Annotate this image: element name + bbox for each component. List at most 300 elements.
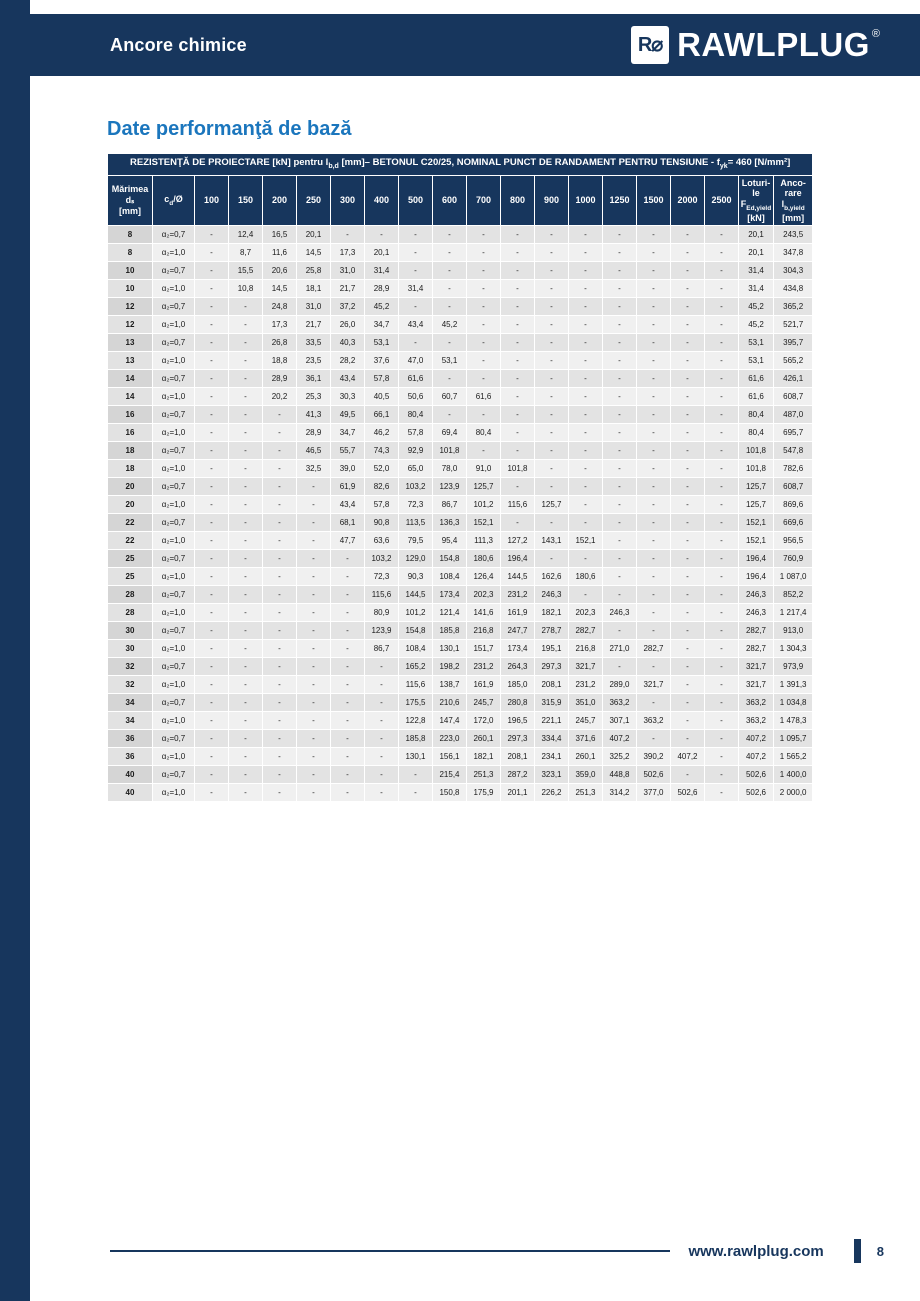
cell-size: 18 xyxy=(108,460,153,478)
cell-value: - xyxy=(637,658,671,676)
cell-size: 12 xyxy=(108,298,153,316)
cell-value: - xyxy=(603,514,637,532)
cell-value: - xyxy=(297,532,331,550)
cell-force: 20,1 xyxy=(739,244,774,262)
cell-value: 172,0 xyxy=(467,712,501,730)
cell-value: 36,1 xyxy=(297,370,331,388)
cell-size: 16 xyxy=(108,406,153,424)
cell-value: 111,3 xyxy=(467,532,501,550)
cell-size: 34 xyxy=(108,712,153,730)
cell-value: - xyxy=(501,226,535,244)
cell-value: 115,6 xyxy=(501,496,535,514)
cell-value: - xyxy=(637,226,671,244)
cell-alpha: α₂=1,0 xyxy=(153,532,195,550)
cell-value: 55,7 xyxy=(331,442,365,460)
cell-value: 287,2 xyxy=(501,766,535,784)
cell-value: - xyxy=(637,496,671,514)
cell-value: 182,1 xyxy=(535,604,569,622)
cell-value: 28,9 xyxy=(365,280,399,298)
cell-value: - xyxy=(467,406,501,424)
cell-force: 45,2 xyxy=(739,316,774,334)
cell-value: 407,2 xyxy=(603,730,637,748)
cell-value: 72,3 xyxy=(365,568,399,586)
table-row xyxy=(108,262,813,280)
cell-value: 37,2 xyxy=(331,298,365,316)
cell-value: - xyxy=(297,514,331,532)
cell-length: 852,2 xyxy=(774,586,813,604)
table-row xyxy=(108,676,813,694)
cell-alpha: α₂=0,7 xyxy=(153,766,195,784)
cell-length: 913,0 xyxy=(774,622,813,640)
cell-force: 101,8 xyxy=(739,442,774,460)
cell-value: - xyxy=(229,640,263,658)
cell-value: 31,0 xyxy=(297,298,331,316)
table-row xyxy=(108,532,813,550)
cell-alpha: α₂=1,0 xyxy=(153,460,195,478)
cell-value: 307,1 xyxy=(603,712,637,730)
cell-value: - xyxy=(637,568,671,586)
cell-value: - xyxy=(671,406,705,424)
performance-table xyxy=(107,153,813,802)
cell-value: 123,9 xyxy=(433,478,467,496)
cell-value: - xyxy=(501,442,535,460)
website-link[interactable]: www.rawlplug.com xyxy=(688,1242,824,1260)
cell-force: 20,1 xyxy=(739,226,774,244)
cell-value: 12,4 xyxy=(229,226,263,244)
cell-value: 185,8 xyxy=(399,730,433,748)
cell-value: - xyxy=(569,550,603,568)
cell-value: - xyxy=(535,550,569,568)
cell-value: 130,1 xyxy=(399,748,433,766)
cell-value: - xyxy=(535,370,569,388)
cell-value: - xyxy=(263,622,297,640)
cell-force: 53,1 xyxy=(739,334,774,352)
cell-value: - xyxy=(603,424,637,442)
cell-value: 185,8 xyxy=(433,622,467,640)
cell-value: - xyxy=(229,550,263,568)
cell-value: - xyxy=(637,262,671,280)
cell-value: - xyxy=(705,388,739,406)
main-content xyxy=(107,118,813,802)
cell-value: 125,7 xyxy=(535,496,569,514)
cell-force: 407,2 xyxy=(739,730,774,748)
cell-value: - xyxy=(535,478,569,496)
cell-value: - xyxy=(195,514,229,532)
cell-alpha: α₂=1,0 xyxy=(153,640,195,658)
cell-length: 521,7 xyxy=(774,316,813,334)
cell-value: - xyxy=(195,604,229,622)
cell-value: - xyxy=(331,784,365,802)
cell-alpha: α₂=1,0 xyxy=(153,784,195,802)
cell-value: - xyxy=(365,766,399,784)
cell-value: 448,8 xyxy=(603,766,637,784)
cell-value: - xyxy=(501,406,535,424)
cell-value: - xyxy=(603,406,637,424)
cell-value: 297,3 xyxy=(535,658,569,676)
cell-value: 129,0 xyxy=(399,550,433,568)
cell-value: - xyxy=(603,478,637,496)
cell-length: 365,2 xyxy=(774,298,813,316)
table-row xyxy=(108,604,813,622)
cell-force: 80,4 xyxy=(739,424,774,442)
cell-value: - xyxy=(229,334,263,352)
cell-value: - xyxy=(637,334,671,352)
cell-value: - xyxy=(263,406,297,424)
page-number: 8 xyxy=(876,1243,884,1259)
cell-alpha: α₂=1,0 xyxy=(153,316,195,334)
cell-size: 32 xyxy=(108,676,153,694)
cell-value: 210,6 xyxy=(433,694,467,712)
cell-value: - xyxy=(671,514,705,532)
cell-value: - xyxy=(467,370,501,388)
cell-value: 65,0 xyxy=(399,460,433,478)
brand-name: RAWLPLUG xyxy=(677,26,870,63)
cell-value: - xyxy=(705,424,739,442)
cell-value: 216,8 xyxy=(569,640,603,658)
cell-value: 57,8 xyxy=(365,496,399,514)
cell-value: - xyxy=(603,244,637,262)
cell-size: 10 xyxy=(108,280,153,298)
cell-value: 69,4 xyxy=(433,424,467,442)
cell-value: 61,9 xyxy=(331,478,365,496)
col-header-length: 900 xyxy=(535,176,569,226)
cell-value: - xyxy=(501,352,535,370)
cell-value: 30,3 xyxy=(331,388,365,406)
cell-value: 20,1 xyxy=(297,226,331,244)
cell-value: 26,0 xyxy=(331,316,365,334)
cell-value: - xyxy=(535,424,569,442)
cell-length: 347,8 xyxy=(774,244,813,262)
cell-alpha: α₂=0,7 xyxy=(153,406,195,424)
cell-value: 201,1 xyxy=(501,784,535,802)
cell-value: - xyxy=(671,766,705,784)
cell-alpha: α₂=0,7 xyxy=(153,334,195,352)
cell-value: 127,2 xyxy=(501,532,535,550)
page-header-title: Ancore chimice xyxy=(110,34,247,55)
cell-value: 40,5 xyxy=(365,388,399,406)
cell-alpha: α₂=1,0 xyxy=(153,352,195,370)
cell-value: - xyxy=(705,226,739,244)
cell-value: - xyxy=(671,676,705,694)
table-title-row xyxy=(108,154,813,176)
cell-value: - xyxy=(705,334,739,352)
cell-value: - xyxy=(637,586,671,604)
cell-value: - xyxy=(195,640,229,658)
cell-value: - xyxy=(535,514,569,532)
cell-value: - xyxy=(569,388,603,406)
table-row xyxy=(108,424,813,442)
cell-alpha: α₂=0,7 xyxy=(153,298,195,316)
cell-value: - xyxy=(637,622,671,640)
col-header-length: 1500 xyxy=(637,176,671,226)
col-header-length: 100 xyxy=(195,176,229,226)
cell-value: - xyxy=(603,496,637,514)
cell-value: - xyxy=(263,640,297,658)
cell-value: 202,3 xyxy=(467,586,501,604)
cell-value: 101,8 xyxy=(501,460,535,478)
cell-value: - xyxy=(637,442,671,460)
cell-value: - xyxy=(671,226,705,244)
cell-value: 196,5 xyxy=(501,712,535,730)
cell-force: 282,7 xyxy=(739,640,774,658)
cell-alpha: α₂=1,0 xyxy=(153,424,195,442)
cell-value: - xyxy=(671,550,705,568)
cell-value: 359,0 xyxy=(569,766,603,784)
cell-value: - xyxy=(637,424,671,442)
cell-value: - xyxy=(671,388,705,406)
cell-value: 161,9 xyxy=(467,676,501,694)
cell-value: - xyxy=(705,658,739,676)
cell-size: 13 xyxy=(108,352,153,370)
cell-value: - xyxy=(433,226,467,244)
cell-value: - xyxy=(229,568,263,586)
cell-value: 154,8 xyxy=(433,550,467,568)
table-row xyxy=(108,784,813,802)
cell-size: 28 xyxy=(108,586,153,604)
cell-value: - xyxy=(569,244,603,262)
cell-value: 115,6 xyxy=(399,676,433,694)
cell-value: 80,9 xyxy=(365,604,399,622)
cell-value: - xyxy=(603,352,637,370)
table-row xyxy=(108,334,813,352)
cell-value: - xyxy=(263,658,297,676)
cell-value: 282,7 xyxy=(637,640,671,658)
cell-value: - xyxy=(569,424,603,442)
cell-value: 46,5 xyxy=(297,442,331,460)
cell-value: - xyxy=(433,244,467,262)
cell-value: 15,5 xyxy=(229,262,263,280)
cell-value: - xyxy=(569,280,603,298)
cell-size: 25 xyxy=(108,568,153,586)
cell-value: - xyxy=(331,712,365,730)
cell-value: 31,4 xyxy=(399,280,433,298)
cell-length: 956,5 xyxy=(774,532,813,550)
cell-value: - xyxy=(297,766,331,784)
cell-value: - xyxy=(569,496,603,514)
cell-value: - xyxy=(603,298,637,316)
cell-value: 61,6 xyxy=(467,388,501,406)
cell-size: 36 xyxy=(108,748,153,766)
cell-value: - xyxy=(671,712,705,730)
table-row xyxy=(108,478,813,496)
cell-value: 121,4 xyxy=(433,604,467,622)
cell-size: 34 xyxy=(108,694,153,712)
cell-value: 271,0 xyxy=(603,640,637,658)
col-header-length: 250 xyxy=(297,176,331,226)
cell-value: - xyxy=(229,298,263,316)
cell-value: 20,2 xyxy=(263,388,297,406)
col-header-length: 1250 xyxy=(603,176,637,226)
cell-value: - xyxy=(195,586,229,604)
cell-size: 13 xyxy=(108,334,153,352)
cell-value: 215,4 xyxy=(433,766,467,784)
rawlplug-logo-icon: R⌀ xyxy=(631,26,669,64)
cell-value: 147,4 xyxy=(433,712,467,730)
cell-force: 363,2 xyxy=(739,712,774,730)
cell-length: 973,9 xyxy=(774,658,813,676)
table-row xyxy=(108,298,813,316)
table-row xyxy=(108,316,813,334)
cell-size: 30 xyxy=(108,622,153,640)
cell-value: - xyxy=(399,334,433,352)
cell-value: 41,3 xyxy=(297,406,331,424)
cell-value: - xyxy=(195,316,229,334)
cell-value: - xyxy=(569,514,603,532)
col-header-length: 400 xyxy=(365,176,399,226)
cell-value: 28,9 xyxy=(263,370,297,388)
cell-value: 334,4 xyxy=(535,730,569,748)
cell-value: 49,5 xyxy=(331,406,365,424)
cell-alpha: α₂=0,7 xyxy=(153,730,195,748)
cell-value: - xyxy=(195,244,229,262)
cell-value: 141,6 xyxy=(467,604,501,622)
cell-force: 152,1 xyxy=(739,514,774,532)
cell-force: 246,3 xyxy=(739,604,774,622)
cell-size: 22 xyxy=(108,514,153,532)
cell-value: - xyxy=(671,694,705,712)
cell-value: 123,9 xyxy=(365,622,399,640)
cell-value: 18,8 xyxy=(263,352,297,370)
cell-value: - xyxy=(705,280,739,298)
cell-value: - xyxy=(195,676,229,694)
cell-value: 251,3 xyxy=(569,784,603,802)
cell-value: - xyxy=(297,712,331,730)
cell-value: - xyxy=(195,532,229,550)
cell-length: 1 304,3 xyxy=(774,640,813,658)
cell-force: 407,2 xyxy=(739,748,774,766)
cell-value: 321,7 xyxy=(569,658,603,676)
cell-value: - xyxy=(603,388,637,406)
cell-value: - xyxy=(229,460,263,478)
cell-value: - xyxy=(297,694,331,712)
cell-alpha: α₂=0,7 xyxy=(153,586,195,604)
cell-value: - xyxy=(297,496,331,514)
cell-value: - xyxy=(637,406,671,424)
cell-value: 297,3 xyxy=(501,730,535,748)
cell-value: - xyxy=(671,244,705,262)
cell-value: - xyxy=(705,550,739,568)
cell-value: - xyxy=(603,370,637,388)
cell-value: - xyxy=(195,334,229,352)
cell-value: - xyxy=(603,280,637,298)
cell-value: 216,8 xyxy=(467,622,501,640)
cell-value: - xyxy=(705,604,739,622)
cell-value: - xyxy=(603,550,637,568)
cell-value: - xyxy=(399,766,433,784)
cell-value: - xyxy=(229,658,263,676)
cell-value: - xyxy=(365,676,399,694)
cell-value: - xyxy=(467,316,501,334)
cell-value: 103,2 xyxy=(365,550,399,568)
cell-value: 126,4 xyxy=(467,568,501,586)
cell-value: - xyxy=(535,316,569,334)
cell-alpha: α₂=1,0 xyxy=(153,712,195,730)
cell-value: - xyxy=(229,622,263,640)
cell-value: 152,1 xyxy=(467,514,501,532)
cell-value: - xyxy=(705,784,739,802)
cell-value: - xyxy=(331,550,365,568)
cell-value: 79,5 xyxy=(399,532,433,550)
cell-value: - xyxy=(603,442,637,460)
cell-value: 202,3 xyxy=(569,604,603,622)
cell-size: 16 xyxy=(108,424,153,442)
cell-value: - xyxy=(535,298,569,316)
cell-force: 125,7 xyxy=(739,478,774,496)
cell-size: 8 xyxy=(108,226,153,244)
cell-value: 33,5 xyxy=(297,334,331,352)
cell-value: 90,8 xyxy=(365,514,399,532)
cell-value: - xyxy=(603,568,637,586)
cell-value: - xyxy=(195,766,229,784)
cell-value: - xyxy=(365,730,399,748)
cell-value: - xyxy=(467,334,501,352)
cell-length: 869,6 xyxy=(774,496,813,514)
cell-length: 608,7 xyxy=(774,388,813,406)
cell-value: - xyxy=(195,658,229,676)
cell-value: 8,7 xyxy=(229,244,263,262)
cell-value: - xyxy=(671,280,705,298)
cell-value: - xyxy=(229,712,263,730)
cell-value: 72,3 xyxy=(399,496,433,514)
cell-value: - xyxy=(331,658,365,676)
cell-value: 82,6 xyxy=(365,478,399,496)
table-row xyxy=(108,514,813,532)
cell-value: - xyxy=(229,748,263,766)
cell-value: 14,5 xyxy=(297,244,331,262)
cell-value: 185,0 xyxy=(501,676,535,694)
cell-value: 223,0 xyxy=(433,730,467,748)
cell-value: - xyxy=(569,352,603,370)
cell-value: - xyxy=(331,568,365,586)
cell-value: - xyxy=(569,442,603,460)
cell-value: - xyxy=(535,460,569,478)
cell-value: 37,6 xyxy=(365,352,399,370)
cell-value: - xyxy=(535,334,569,352)
cell-value: - xyxy=(331,766,365,784)
cell-value: - xyxy=(365,226,399,244)
cell-value: - xyxy=(399,784,433,802)
cell-value: - xyxy=(195,712,229,730)
cell-value: 61,6 xyxy=(399,370,433,388)
cell-value: - xyxy=(705,262,739,280)
cell-value: - xyxy=(569,478,603,496)
cell-value: - xyxy=(603,334,637,352)
cell-length: 426,1 xyxy=(774,370,813,388)
cell-length: 565,2 xyxy=(774,352,813,370)
cell-value: - xyxy=(433,406,467,424)
table-row xyxy=(108,442,813,460)
cell-value: 28,2 xyxy=(331,352,365,370)
cell-value: - xyxy=(263,568,297,586)
cell-value: 95,4 xyxy=(433,532,467,550)
cell-value: - xyxy=(365,694,399,712)
cell-value: 136,3 xyxy=(433,514,467,532)
cell-value: - xyxy=(229,766,263,784)
cell-value: - xyxy=(297,550,331,568)
cell-value: 74,3 xyxy=(365,442,399,460)
column-header-row xyxy=(108,176,813,226)
cell-value: - xyxy=(229,730,263,748)
cell-force: 321,7 xyxy=(739,658,774,676)
cell-value: - xyxy=(195,568,229,586)
col-header-length: 700 xyxy=(467,176,501,226)
cell-value: 20,1 xyxy=(365,244,399,262)
cell-value: 45,2 xyxy=(365,298,399,316)
cell-value: 173,4 xyxy=(433,586,467,604)
cell-size: 8 xyxy=(108,244,153,262)
cell-value: - xyxy=(501,370,535,388)
cell-value: 92,9 xyxy=(399,442,433,460)
